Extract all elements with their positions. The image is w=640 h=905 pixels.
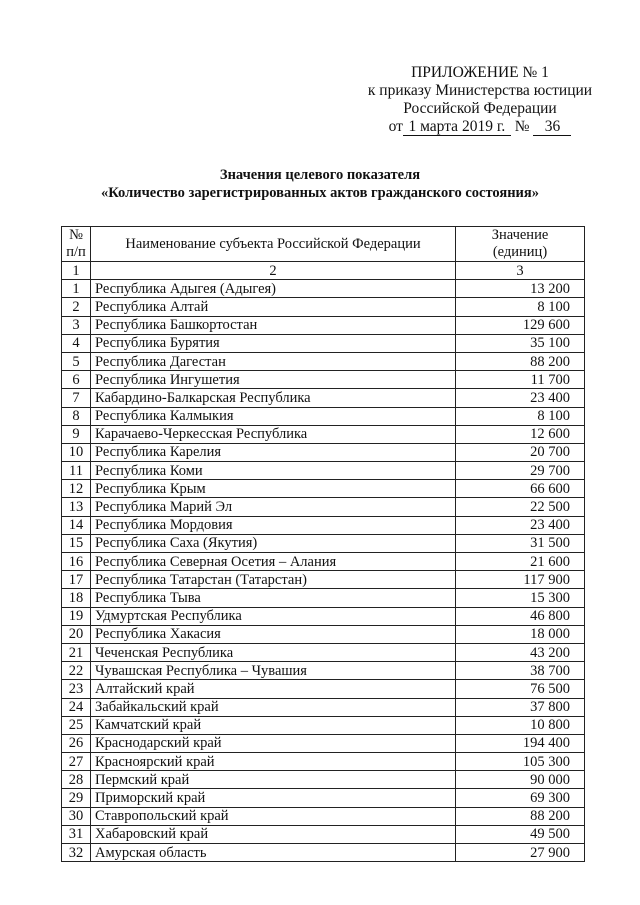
row-number: 23 (62, 680, 91, 698)
row-number: 9 (62, 425, 91, 443)
row-number: 21 (62, 643, 91, 661)
row-value: 88 200 (456, 352, 585, 370)
region-name: Забайкальский край (91, 698, 456, 716)
row-number: 1 (62, 280, 91, 298)
header-name: Наименование субъекта Российской Федерации (91, 227, 456, 262)
table-row (62, 480, 585, 498)
number-label: № (514, 118, 530, 135)
row-number: 30 (62, 807, 91, 825)
row-value: 12 600 (456, 425, 585, 443)
row-number: 17 (62, 571, 91, 589)
table-row (62, 371, 585, 389)
column-number-row (62, 262, 585, 280)
table-row (62, 643, 585, 661)
table-row (62, 553, 585, 571)
table-row (62, 771, 585, 789)
region-name: Хабаровский край (91, 825, 456, 843)
row-value: 76 500 (456, 680, 585, 698)
region-name: Республика Адыгея (Адыгея) (91, 280, 456, 298)
appendix-header (360, 64, 600, 136)
column-number: 2 (91, 262, 456, 280)
region-name: Кабардино-Балкарская Республика (91, 389, 456, 407)
row-number: 10 (62, 443, 91, 461)
region-name: Ставропольский край (91, 807, 456, 825)
row-number: 19 (62, 607, 91, 625)
row-number: 7 (62, 389, 91, 407)
table-row (62, 407, 585, 425)
region-name: Карачаево-Черкесская Республика (91, 425, 456, 443)
table-row (62, 334, 585, 352)
region-name: Камчатский край (91, 716, 456, 734)
region-name: Республика Коми (91, 462, 456, 480)
row-number: 22 (62, 662, 91, 680)
row-value: 23 400 (456, 389, 585, 407)
region-name: Республика Алтай (91, 298, 456, 316)
row-value: 13 200 (456, 280, 585, 298)
table-row (62, 498, 585, 516)
table-row (62, 716, 585, 734)
row-value: 129 600 (456, 316, 585, 334)
table-row (62, 516, 585, 534)
row-number: 6 (62, 371, 91, 389)
row-number: 25 (62, 716, 91, 734)
row-number: 14 (62, 516, 91, 534)
row-value: 69 300 (456, 789, 585, 807)
table-row (62, 534, 585, 552)
row-value: 11 700 (456, 371, 585, 389)
column-number: 3 (456, 262, 585, 280)
header-value (456, 227, 585, 262)
table-header-row (62, 227, 585, 262)
table-row (62, 662, 585, 680)
appendix-date-line (360, 118, 600, 136)
row-number: 28 (62, 771, 91, 789)
region-name: Республика Калмыкия (91, 407, 456, 425)
row-number: 12 (62, 480, 91, 498)
row-value: 117 900 (456, 571, 585, 589)
table-row (62, 280, 585, 298)
row-value: 37 800 (456, 698, 585, 716)
table-row (62, 625, 585, 643)
row-value: 29 700 (456, 462, 585, 480)
region-name: Республика Бурятия (91, 334, 456, 352)
row-value: 31 500 (456, 534, 585, 552)
region-name: Республика Башкортостан (91, 316, 456, 334)
region-name: Удмуртская Республика (91, 607, 456, 625)
header-num (62, 227, 91, 262)
row-number: 15 (62, 534, 91, 552)
row-value: 15 300 (456, 589, 585, 607)
appendix-ministry-line: Российской Федерации (403, 100, 557, 117)
table-row (62, 462, 585, 480)
row-value: 49 500 (456, 825, 585, 843)
row-value: 20 700 (456, 443, 585, 461)
table-row (62, 589, 585, 607)
row-value: 46 800 (456, 607, 585, 625)
table-row (62, 443, 585, 461)
region-name: Чувашская Республика – Чувашия (91, 662, 456, 680)
document-title-line2: «Количество зарегистрированных актов гражданского состояния» (100, 185, 539, 201)
table-row (62, 425, 585, 443)
row-number: 20 (62, 625, 91, 643)
table-row (62, 825, 585, 843)
table-row (62, 753, 585, 771)
row-number: 32 (62, 844, 91, 862)
row-value: 27 900 (456, 844, 585, 862)
row-value: 43 200 (456, 643, 585, 661)
row-number: 29 (62, 789, 91, 807)
row-value: 90 000 (456, 771, 585, 789)
header-value-line1: Значение (491, 227, 549, 243)
row-value: 23 400 (456, 516, 585, 534)
row-value: 22 500 (456, 498, 585, 516)
table-row (62, 698, 585, 716)
region-name: Республика Дагестан (91, 352, 456, 370)
row-number: 11 (62, 462, 91, 480)
region-name: Амурская область (91, 844, 456, 862)
region-name: Республика Карелия (91, 443, 456, 461)
row-value: 194 400 (456, 734, 585, 752)
indicator-table (61, 226, 585, 862)
header-value-line2: (единиц) (492, 244, 548, 260)
table-row (62, 352, 585, 370)
row-number: 2 (62, 298, 91, 316)
table-row (62, 571, 585, 589)
row-number: 4 (62, 334, 91, 352)
row-value: 66 600 (456, 480, 585, 498)
appendix-title: ПРИЛОЖЕНИЕ № 1 (411, 64, 549, 81)
row-value: 10 800 (456, 716, 585, 734)
row-value: 105 300 (456, 753, 585, 771)
table-row (62, 807, 585, 825)
appendix-order-line: к приказу Министерства юстиции (367, 82, 593, 99)
table-row (62, 316, 585, 334)
document-title (60, 166, 580, 202)
region-name: Республика Мордовия (91, 516, 456, 534)
row-number: 5 (62, 352, 91, 370)
table-row (62, 734, 585, 752)
region-name: Красноярский край (91, 753, 456, 771)
table-row (62, 789, 585, 807)
region-name: Республика Крым (91, 480, 456, 498)
row-number: 8 (62, 407, 91, 425)
row-value: 21 600 (456, 553, 585, 571)
row-number: 31 (62, 825, 91, 843)
row-value: 8 100 (456, 407, 585, 425)
row-number: 18 (62, 589, 91, 607)
region-name: Республика Саха (Якутия) (91, 534, 456, 552)
row-value: 18 000 (456, 625, 585, 643)
region-name: Пермский край (91, 771, 456, 789)
table-row (62, 680, 585, 698)
column-number: 1 (62, 262, 91, 280)
row-value: 88 200 (456, 807, 585, 825)
row-number: 3 (62, 316, 91, 334)
header-num-line2: п/п (66, 244, 86, 260)
region-name: Чеченская Республика (91, 643, 456, 661)
region-name: Республика Тыва (91, 589, 456, 607)
header-num-line1: № (69, 227, 83, 243)
row-number: 27 (62, 753, 91, 771)
from-label: от (388, 118, 403, 135)
row-number: 24 (62, 698, 91, 716)
row-value: 8 100 (456, 298, 585, 316)
row-number: 26 (62, 734, 91, 752)
region-name: Краснодарский край (91, 734, 456, 752)
row-value: 38 700 (456, 662, 585, 680)
region-name: Республика Ингушетия (91, 371, 456, 389)
region-name: Республика Марий Эл (91, 498, 456, 516)
region-name: Республика Хакасия (91, 625, 456, 643)
table-row (62, 298, 585, 316)
table-row (62, 389, 585, 407)
region-name: Республика Северная Осетия – Алания (91, 553, 456, 571)
row-number: 16 (62, 553, 91, 571)
table-row (62, 607, 585, 625)
row-number: 13 (62, 498, 91, 516)
order-number: 36 (533, 119, 571, 136)
row-value: 35 100 (456, 334, 585, 352)
region-name: Алтайский край (91, 680, 456, 698)
region-name: Республика Татарстан (Татарстан) (91, 571, 456, 589)
table-row (62, 844, 585, 862)
order-date: 1 марта 2019 г. (403, 119, 511, 136)
document-title-line1: Значения целевого показателя (219, 167, 421, 183)
region-name: Приморский край (91, 789, 456, 807)
